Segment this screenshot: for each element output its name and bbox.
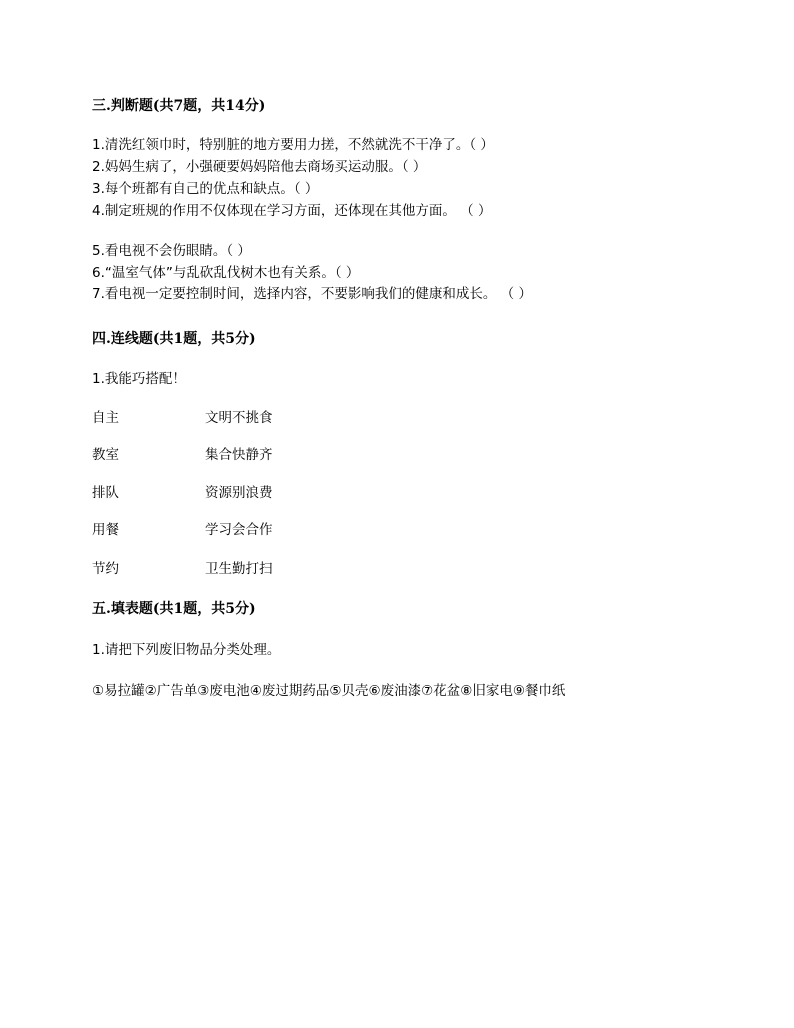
section-4-title: 四.连线题(共1题，共5分) (92, 331, 256, 347)
judgment-question-3: 3.每个班都有自己的优点和缺点。（ ） (92, 181, 319, 197)
match-left-item-5: 节约 (92, 561, 119, 577)
section-3-title: 三.判断题(共7题，共14分) (92, 98, 266, 114)
match-left-item-1: 自主 (92, 410, 119, 426)
fill-table-question: 1.请把下列废旧物品分类处理。 (92, 642, 281, 658)
match-right-item-4: 学习会合作 (205, 522, 273, 538)
section-5-title: 五.填表题(共1题，共5分) (92, 601, 256, 617)
match-left-item-2: 教室 (92, 447, 119, 463)
match-right-item-3: 资源别浪费 (205, 485, 273, 501)
judgment-question-2: 2.妈妈生病了，小强硬要妈妈陪他去商场买运动服。（ ） (92, 159, 427, 175)
match-right-item-5: 卫生勤打扫 (205, 561, 273, 577)
match-right-item-2: 集合快静齐 (205, 447, 273, 463)
match-left-item-3: 排队 (92, 485, 119, 501)
judgment-question-5: 5.看电视不会伤眼睛。（ ） (92, 243, 251, 259)
judgment-question-1: 1.清洗红领巾时，特别脏的地方要用力搓，不然就洗不干净了。（ ） (92, 137, 494, 153)
matching-question: 1.我能巧搭配！ (92, 371, 186, 387)
match-right-item-1: 文明不挑食 (205, 410, 273, 426)
judgment-question-7: 7.看电视一定要控制时间，选择内容，不要影响我们的健康和成长。 （ ） (92, 286, 532, 302)
judgment-question-4: 4.制定班规的作用不仅体现在学习方面，还体现在其他方面。 （ ） (92, 203, 492, 219)
judgment-question-6: 6.“温室气体”与乱砍乱伐树木也有关系。（ ） (92, 265, 360, 281)
waste-items-list: ①易拉罐②广告单③废电池④废过期药品⑤贝壳⑥废油漆⑦花盆⑧旧家电⑨餐巾纸 (92, 683, 566, 699)
match-left-item-4: 用餐 (92, 522, 119, 538)
